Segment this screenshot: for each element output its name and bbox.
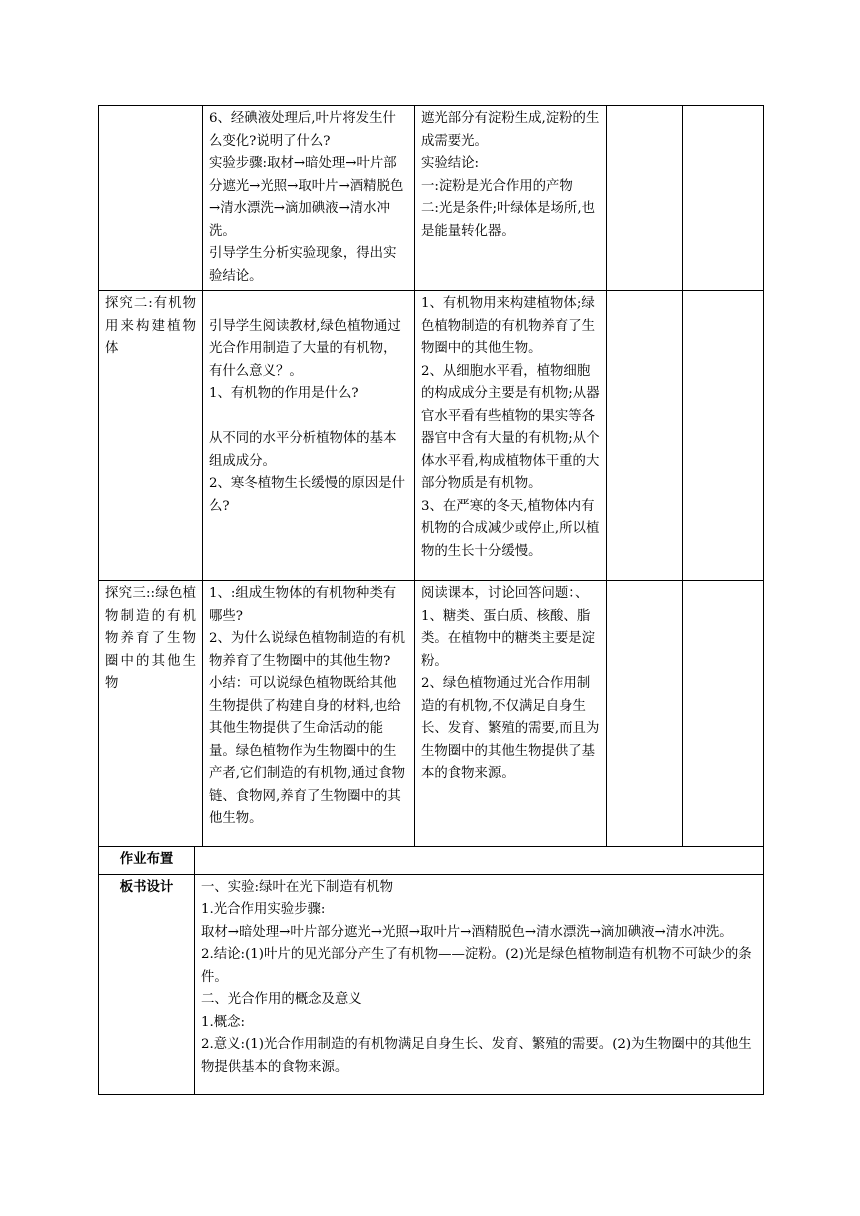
student-paragraph: 3、在严寒的冬天,植物体内有机物的合成减少或停止,所以植物的生长十分缓慢。 xyxy=(421,498,600,559)
blank-line xyxy=(209,406,408,429)
board-line: 1.概念: xyxy=(201,1014,246,1030)
teacher-paragraph: 2、寒冬植物生长缓慢的原因是什么? xyxy=(209,476,405,514)
teacher-paragraph: 2、为什么说绿色植物制造的有机物养育了生物圈中的其他生物? xyxy=(209,631,405,669)
teacher-activity-cell xyxy=(203,106,415,291)
student-paragraph: 二:光是条件;叶绿体是场所,也是能量转化器。 xyxy=(421,201,595,239)
empty-cell xyxy=(683,291,764,581)
homework-label: 作业布置 xyxy=(99,847,195,875)
homework-row xyxy=(99,847,764,875)
board-line: 二、光合作用的概念及意义 xyxy=(201,992,362,1007)
stage-cell xyxy=(99,106,203,291)
empty-cell xyxy=(607,581,683,847)
stage-title: 探究三::绿色植物制造的有机物养育了生物圈中的其他生物 xyxy=(105,586,196,691)
teacher-paragraph: 从不同的水平分析植物体的基本组成成分。 xyxy=(209,431,397,469)
teacher-activity-cell xyxy=(203,291,415,581)
teacher-paragraph: 6、经碘液处理后,叶片将发生什么变化?说明了什么? xyxy=(209,111,396,149)
board-line: 2.结论:(1)叶片的见光部分产生了有机物——淀粉。(2)光是绿色植物制造有机物不可缺少的条件。 xyxy=(201,947,752,985)
student-paragraph: 阅读课本，讨论回答问题：、 xyxy=(421,586,589,601)
stage-title: 探究二:有机物用来构建植物体 xyxy=(105,296,196,356)
empty-cell xyxy=(683,581,764,847)
table-row xyxy=(99,106,764,291)
empty-cell xyxy=(607,291,683,581)
board-line: 一、实验:绿叶在光下制造有机物 xyxy=(201,879,393,895)
teacher-paragraph: 1、有机物的作用是什么? xyxy=(209,386,359,401)
empty-cell xyxy=(683,106,764,291)
student-paragraph: 2、从细胞水平看，植物细胞的构成成分主要是有机物;从器官水平看有些植物的果实等各器官中含有大量的有机物;从个体水平看,构成植物体干重的大部分物质是有机物。 xyxy=(421,363,600,491)
stage-cell xyxy=(99,291,203,581)
student-paragraph: 实验结论: xyxy=(421,156,480,171)
board-design-row xyxy=(99,874,764,1094)
student-paragraph: 1、糖类、蛋白质、核酸、脂类。在植物中的糖类主要是淀粉。 xyxy=(421,608,596,669)
teacher-activity-cell xyxy=(203,581,415,847)
table-row xyxy=(99,291,764,581)
teacher-paragraph: 引导学生分析实验现象，得出实验结论。 xyxy=(209,246,397,284)
lesson-plan-table xyxy=(98,105,764,1095)
empty-cell xyxy=(607,106,683,291)
table-row xyxy=(99,581,764,847)
homework-content xyxy=(195,847,764,875)
student-activity-cell xyxy=(415,106,607,291)
teacher-paragraph: 引导学生阅读教材,绿色植物通过光合作用制造了大量的有机物，有什么意义？。 xyxy=(209,318,401,379)
teacher-paragraph: 小结：可以说绿色植物既给其他生物提供了构建自身的材料,也给其他生物提供了生命活动的能量。绿色植物作为生物圈中的生产者,它们制造的有机物,通过食物链、食物网,养育了生物圈中的其他生物。 xyxy=(209,676,405,826)
board-line: 1.光合作用实验步骤: xyxy=(201,902,326,917)
board-line: 取材→暗处理→叶片部分遮光→光照→取叶片→酒精脱色→清水漂洗→滴加碘液→清水冲洗。 xyxy=(201,924,733,940)
student-activity-cell xyxy=(415,581,607,847)
teacher-paragraph: 实验步骤:取材→暗处理→叶片部分遮光→光照→取叶片→酒精脱色→清水漂洗→滴加碘液→清水冲洗。 xyxy=(209,156,404,239)
board-line: 2.意义:(1)光合作用制造的有机物满足自身生长、发育、繁殖的需要。(2)为生物圈中的其他生物提供基本的食物来源。 xyxy=(201,1037,752,1075)
board-design-label: 板书设计 xyxy=(99,874,195,1094)
teacher-paragraph: 1、:组成生物体的有机物种类有哪些? xyxy=(209,586,397,624)
student-paragraph: 2、绿色植物通过光合作用制造的有机物,不仅满足自身生长、发育、繁殖的需要,而且为生物圈中的其他生物提供了基本的食物来源。 xyxy=(421,676,600,781)
student-paragraph: 一:淀粉是光合作用的产物 xyxy=(421,178,573,194)
blank-line xyxy=(209,293,408,316)
stage-cell xyxy=(99,581,203,847)
student-activity-cell xyxy=(415,291,607,581)
student-paragraph: 1、有机物用来构建植物体;绿色植物制造的有机物养育了生物圈中的其他生物。 xyxy=(421,296,596,356)
student-paragraph: 遮光部分有淀粉生成,淀粉的生成需要光。 xyxy=(421,111,600,149)
board-design-content xyxy=(195,874,764,1094)
